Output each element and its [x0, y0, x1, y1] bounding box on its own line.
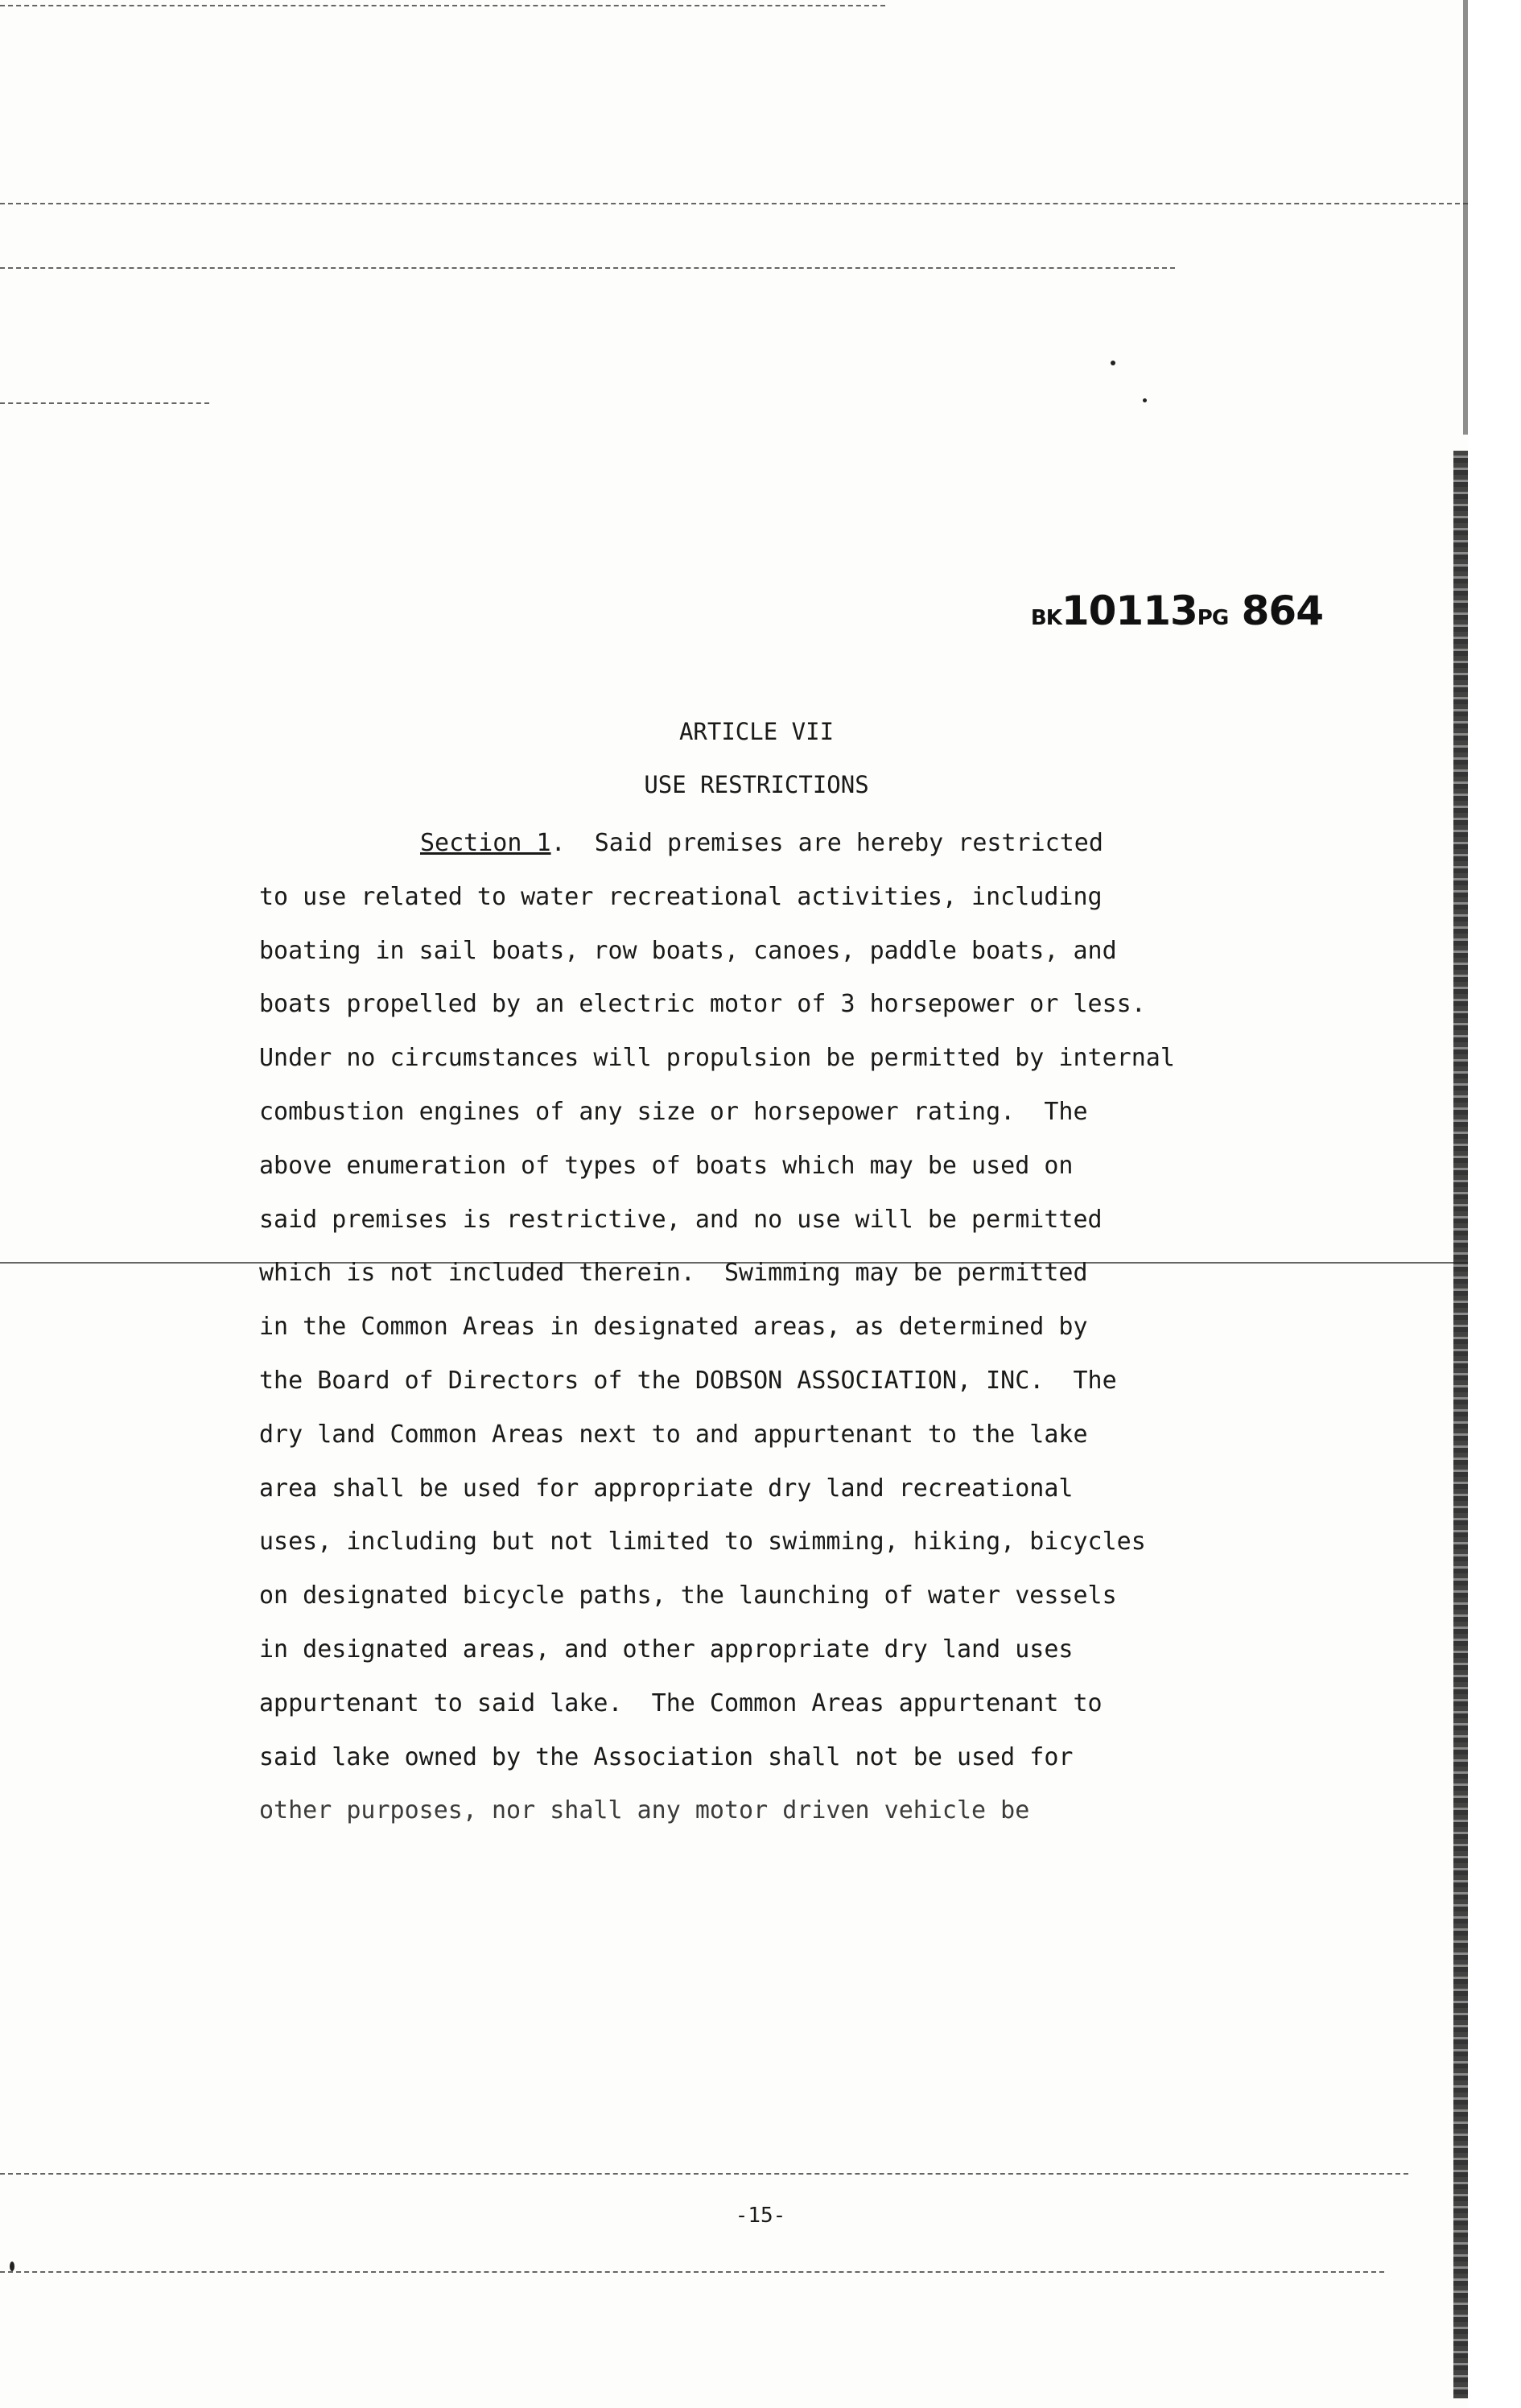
- section-line: appurtenant to said lake. The Common Areas appurtenant to: [259, 1688, 1103, 1717]
- section-line-truncated: other purposes, nor shall any motor driven vehicle be: [259, 1796, 1030, 1825]
- book-page-stamp: [1031, 588, 1323, 634]
- scan-edge-shadow: [1463, 0, 1468, 435]
- section-first-line: [259, 817, 1338, 871]
- section-line: dry land Common Areas next to and appurtenant to the lake: [259, 1420, 1088, 1449]
- section-line: area shall be used for appropriate dry land recreational: [259, 1474, 1074, 1503]
- section-label: Section 1: [420, 829, 551, 857]
- article-subtitle: USE RESTRICTIONS: [644, 771, 869, 798]
- section-line: to use related to water recreational activities, including: [259, 882, 1103, 911]
- article-title: ARTICLE VII: [678, 718, 835, 745]
- section-line: combustion engines of any size or horsepower rating. The: [259, 1097, 1088, 1126]
- section-body: [259, 817, 1338, 1825]
- scan-artifact-line: [0, 402, 209, 404]
- scan-artifact-line: [0, 2271, 1384, 2273]
- section-line: above enumeration of types of boats which may be used on: [259, 1151, 1074, 1180]
- section-line: Under no circumstances will propulsion be permitted by internal: [259, 1044, 1175, 1073]
- section-line: which is not included therein. Swimming may be permitted: [259, 1259, 1088, 1288]
- book-number: 10113: [1061, 588, 1197, 634]
- scan-speck: [1111, 361, 1115, 365]
- section-line-struck: [259, 1247, 1338, 1301]
- page-prefix: PG: [1197, 606, 1229, 630]
- book-prefix: BK: [1030, 606, 1061, 630]
- section-line: on designated bicycle paths, the launching of water vessels: [259, 1581, 1117, 1610]
- section-line: in the Common Areas in designated areas, as determined by: [259, 1313, 1088, 1342]
- section-line: . Said premises are hereby restricted: [550, 829, 1103, 857]
- scan-artifact-line: [0, 267, 1175, 269]
- section-line: said premises is restrictive, and no use will be permitted: [259, 1205, 1103, 1234]
- section-line: uses, including but not limited to swimming, hiking, bicycles: [259, 1528, 1146, 1557]
- page-number-footer: -15-: [735, 2204, 786, 2228]
- scan-speck: [10, 2262, 14, 2271]
- scan-artifact-line: [0, 5, 885, 6]
- page-number: 864: [1241, 588, 1323, 634]
- section-line: boating in sail boats, row boats, canoes, paddle boats, and: [259, 936, 1117, 965]
- section-line: in designated areas, and other appropriate dry land uses: [259, 1635, 1074, 1664]
- scan-artifact-line: [0, 203, 1468, 204]
- section-line: said lake owned by the Association shall not be used for: [259, 1742, 1074, 1771]
- scan-speck: [1143, 398, 1147, 402]
- scan-artifact-line: [0, 2173, 1408, 2175]
- section-line: boats propelled by an electric motor of 3 horsepower or less.: [259, 990, 1146, 1019]
- section-line: the Board of Directors of the DOBSON ASSOCIATION, INC. The: [259, 1366, 1117, 1395]
